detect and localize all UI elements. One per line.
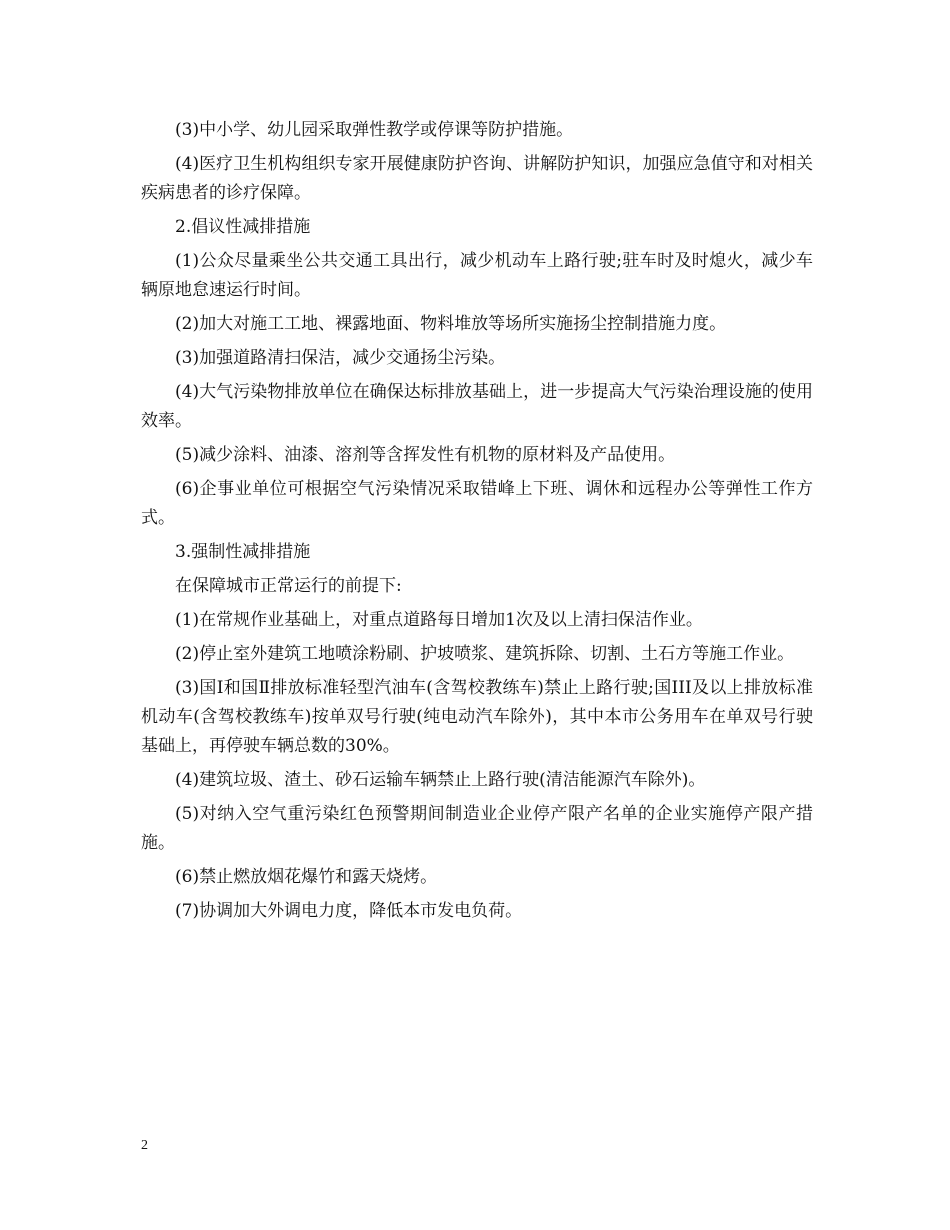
- paragraph: (6)禁止燃放烟花爆竹和露天烧烤。: [175, 867, 438, 887]
- paragraph: (4)建筑垃圾、渣土、砂石运输车辆禁止上路行驶(清洁能源汽车除外)。: [175, 770, 706, 790]
- paragraph: (4)医疗卫生机构组织专家开展健康防护咨询、讲解防护知识，加强应急值守和对相关疾病患者的诊疗保障。: [141, 154, 813, 203]
- paragraph: (3)加强道路清扫保洁，减少交通扬尘污染。: [175, 348, 506, 368]
- paragraph: (6)企事业单位可根据空气污染情况采取错峰上下班、调休和远程办公等弹性工作方式。: [141, 479, 813, 528]
- paragraph: (1)在常规作业基础上，对重点道路每日增加1次及以上清扫保洁作业。: [175, 610, 703, 630]
- paragraph: 在保障城市正常运行的前提下:: [175, 576, 402, 596]
- page-number: 2: [141, 1138, 148, 1153]
- section-heading: 3.强制性减排措施: [175, 542, 311, 562]
- paragraph: (5)对纳入空气重污染红色预警期间制造业企业停产限产名单的企业实施停产限产措施。: [141, 804, 813, 853]
- paragraph: (2)停止室外建筑工地喷涂粉刷、护坡喷浆、建筑拆除、切割、土石方等施工作业。: [175, 644, 795, 664]
- document-body: [141, 116, 813, 931]
- paragraph: (7)协调加大外调电力度，降低本市发电负荷。: [175, 901, 523, 921]
- section-heading: 2.倡议性减排措施: [175, 217, 311, 237]
- paragraph: (1)公众尽量乘坐公共交通工具出行，减少机动车上路行驶;驻车时及时熄火，减少车辆原地怠速运行时间。: [141, 251, 813, 300]
- paragraph: (3)中小学、幼儿园采取弹性教学或停课等防护措施。: [175, 120, 574, 140]
- paragraph: (2)加大对施工工地、裸露地面、物料堆放等场所实施扬尘控制措施力度。: [175, 314, 727, 334]
- paragraph: (5)减少涂料、油漆、溶剂等含挥发性有机物的原材料及产品使用。: [175, 445, 676, 465]
- paragraph: (4)大气污染物排放单位在确保达标排放基础上，进一步提高大气污染治理设施的使用效率。: [141, 382, 813, 431]
- paragraph: (3)国Ⅰ和国Ⅱ排放标准轻型汽油车(含驾校教练车)禁止上路行驶;国III及以上排放标准机动车(含驾校教练车)按单双号行驶(纯电动汽车除外)，其中本市公务用车在单双号行驶基础上，再停驶车辆总数的30%。: [141, 678, 813, 756]
